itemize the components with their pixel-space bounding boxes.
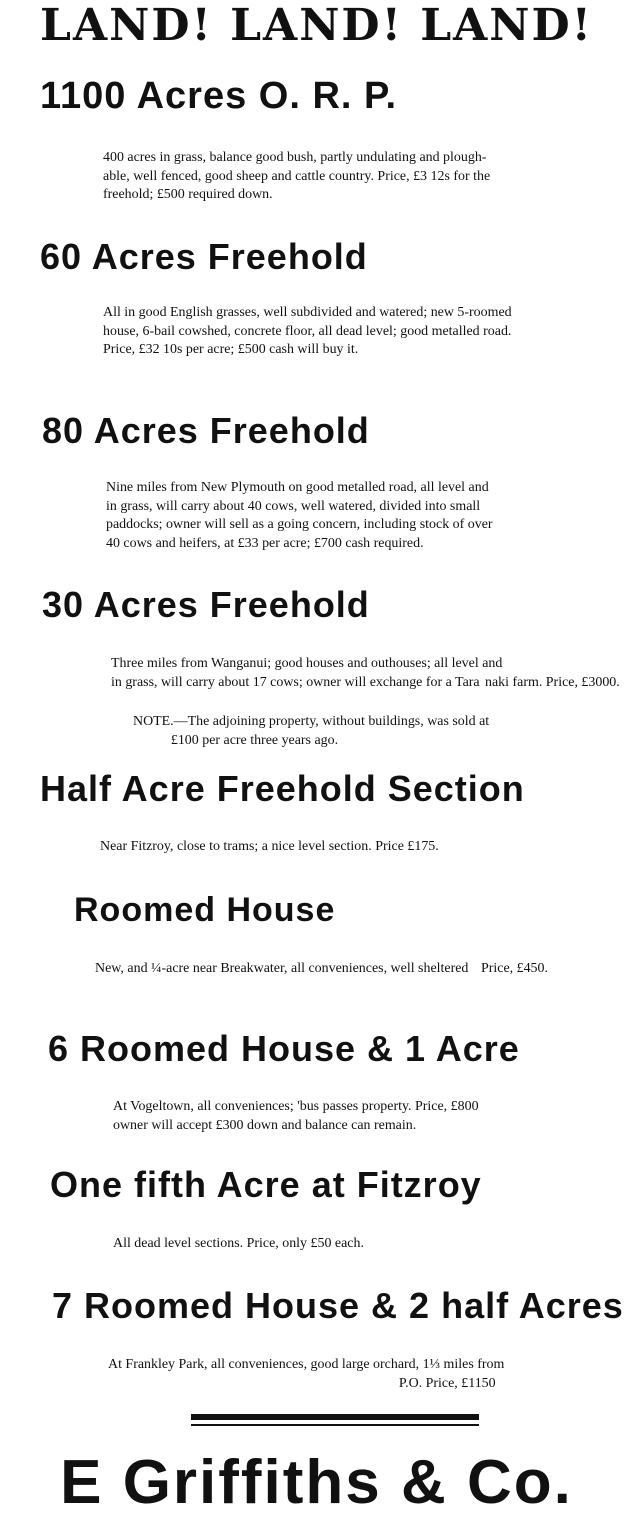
note-line: NOTE.—The adjoining property, without buildings, was sold at	[133, 714, 490, 729]
listing-line: in grass, will carry about 17 cows; owner will exchange for a Tara	[111, 674, 480, 690]
listing-body-1100-acres	[103, 149, 630, 205]
listing-note-30-acres	[133, 713, 630, 750]
listing-body-half-acre	[100, 838, 630, 857]
listing-body-80-acres	[106, 479, 630, 553]
listing-body-7-roomed	[108, 1356, 630, 1393]
listing-heading-1100-acres: 1100 Acres O. R. P.	[40, 75, 398, 117]
listing-heading-6-roomed: 6 Roomed House & 1 Acre	[48, 1028, 520, 1069]
listing-heading-roomed-house: Roomed House	[74, 891, 336, 929]
listing-line: Nine miles from New Plymouth on good metalled road, all level and	[106, 480, 489, 495]
listing-line: All in good English grasses, well subdivided and watered; new 5-roomed	[103, 305, 512, 320]
divider-thin	[191, 1424, 479, 1426]
listing-heading-30-acres: 30 Acres Freehold	[42, 584, 370, 625]
listing-line: in grass, will carry about 40 cows, well watered, divided into small	[106, 498, 481, 514]
listing-line: At Frankley Park, all conveniences, good large orchard, 1⅓ miles from	[108, 1357, 505, 1372]
listing-heading-one-fifth: One fifth Acre at Fitzroy	[50, 1164, 482, 1205]
listing-line: house, 6-bail cowshed, concrete floor, all dead level; good metalled road.	[103, 323, 512, 339]
listing-body-roomed-house	[95, 960, 630, 979]
divider-thick	[191, 1414, 479, 1420]
listing-line: freehold; £500 required down.	[103, 187, 273, 202]
listing-body-one-fifth	[113, 1235, 630, 1254]
listing-heading-half-acre: Half Acre Freehold Section	[40, 768, 525, 809]
banner-title: LAND! LAND! LAND!	[40, 0, 593, 51]
listing-body-60-acres	[103, 304, 630, 360]
listing-body-6-roomed	[113, 1098, 630, 1135]
listing-body-30-acres	[111, 655, 630, 692]
listing-line: All dead level sections. Price, only £50 each.	[113, 1236, 364, 1251]
listing-line: paddocks; owner will sell as a going concern, including stock of over	[106, 517, 493, 532]
listing-heading-80-acres: 80 Acres Freehold	[42, 410, 370, 451]
firm-name: E Griffiths & Co.	[60, 1448, 573, 1517]
listing-line: Price, £450.	[481, 961, 549, 976]
listing-line: naki farm. Price, £3000.	[484, 674, 620, 690]
listing-line: At Vogeltown, all conveniences; 'bus passes property. Price, £800	[113, 1099, 479, 1114]
listing-line: able, well fenced, good sheep and cattle country. Price, £3 12s for the	[103, 168, 491, 184]
listing-line: 400 acres in grass, balance good bush, partly undulating and plough-	[103, 150, 487, 165]
listing-line: Near Fitzroy, close to trams; a nice level section. Price £175.	[100, 839, 439, 854]
listing-line: owner will accept £300 down and balance can remain.	[113, 1117, 417, 1133]
listing-heading-60-acres: 60 Acres Freehold	[40, 236, 368, 277]
listing-line: Three miles from Wanganui; good houses and outhouses; all level and	[111, 656, 503, 671]
listing-line: Price, £32 10s per acre; £500 cash will buy it.	[103, 342, 359, 357]
listing-line: P.O. Price, £1150	[398, 1375, 496, 1391]
listing-line: 40 cows and heifers, at £33 per acre; £700 cash required.	[106, 535, 424, 551]
listing-heading-7-roomed: 7 Roomed House & 2 half Acres	[52, 1285, 624, 1326]
note-line: £100 per acre three years ago.	[170, 732, 339, 748]
listing-line: New, and ¼-acre near Breakwater, all conveniences, well sheltered	[95, 961, 469, 976]
